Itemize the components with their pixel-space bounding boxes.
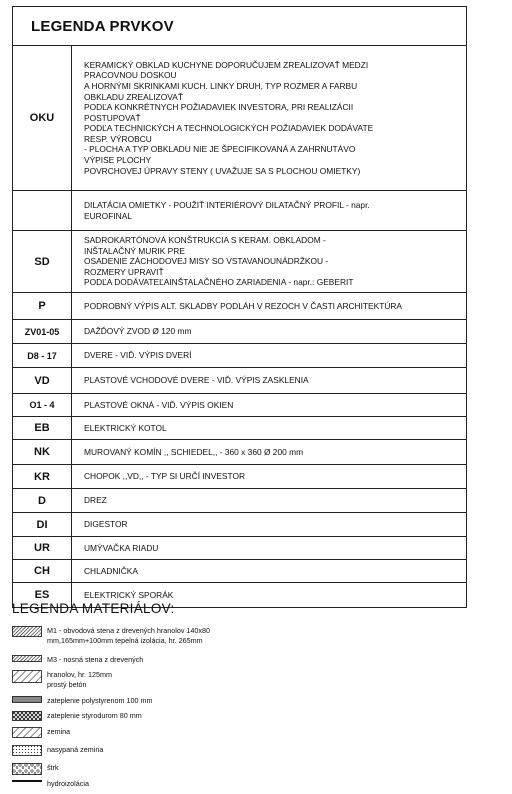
legend-code: EB <box>13 417 72 439</box>
legend-description <box>72 537 466 559</box>
legend-description-line: DILATÁCIA OMIETKY - POUŽIŤ INTERIÉROVÝ DILATAČNÝ PROFIL - napr. <box>84 199 370 210</box>
legend-code: SD <box>13 231 72 292</box>
legend-code: ZV01-05 <box>13 320 72 343</box>
legend-description <box>72 513 466 536</box>
legend-row <box>13 440 466 465</box>
legend-description-line: - PLOCHA A TYP OBKLADU NIE JE ŠPECIFIKOVANÁ A ZAHRNUTÁVO <box>84 144 356 155</box>
legend-description-line: VÝPISE PLOCHY <box>84 155 152 166</box>
legend-description-line: OBKLADU ZREALIZOVAŤ <box>84 91 183 102</box>
legend-code: D8 - 17 <box>13 344 72 367</box>
legend-description <box>72 489 466 512</box>
legend-description-line: POVRCHOVEJ ÚPRAVY STENY ( UVAŽUJE SA S PLOCHOU OMIETKY) <box>84 165 361 176</box>
legend-code: NK <box>13 440 72 464</box>
material-label-line: M3 - nosná stena z drevených <box>47 655 144 664</box>
legend-description <box>72 293 466 319</box>
legend-description-line: UMÝVAČKA RIADU <box>84 542 159 553</box>
legend-description-line: RESP. VÝROBCU <box>84 133 152 144</box>
legend-description-line: PODĽA DODÁVATEĽAINŠTALAČNÉHO ZARIADENIA - napr.: GEBERIT <box>84 277 354 288</box>
materials-title: LEGENDA MATERIÁLOV: <box>12 601 175 616</box>
fill-soil-swatch <box>12 745 42 757</box>
legend-table <box>12 6 467 608</box>
waterproofing-line-swatch <box>12 779 42 784</box>
legend-description-line: ELEKTRICKÝ KOTOL <box>84 422 167 433</box>
legend-description <box>72 344 466 367</box>
legend-code: ES <box>13 583 72 607</box>
material-label <box>47 626 210 646</box>
material-label-line: štrk <box>47 763 59 772</box>
legend-description-line: PODĽA TECHNICKÝCH A TECHNOLOGICKÝCH POŽIADAVIEK DODÁVATE <box>84 123 374 134</box>
legend-description-line: OSADENIE ZÁCHODOVEJ MISY SO VSTAVANOUNÁDRŽKOU - <box>84 256 329 267</box>
legend-description-line: SADROKARTÓNOVÁ KONŠTRUKCIA S KERAM. OBKLADOM - <box>84 235 326 246</box>
legend-code: OKU <box>13 46 72 190</box>
material-label-line: mm,165mm+100mm tepelná izolácia, hr. 265mm <box>47 636 203 645</box>
legend-description-line: PLASTOVÉ OKNÁ - VIĎ. VÝPIS OKIEN <box>84 399 234 410</box>
material-label <box>47 779 89 789</box>
legend-row <box>13 293 466 320</box>
material-label-line: zateplenie polystyrenom 100 mm <box>47 696 153 705</box>
legend-description-line: INŠTALAČNÝ MURIK PRE <box>84 245 185 256</box>
wood-hatch-thick-swatch <box>12 626 42 638</box>
material-label <box>47 696 152 706</box>
legend-description-line: PLASTOVÉ VCHODOVÉ DVERE - VIĎ. VÝPIS ZASKLENIA <box>84 375 309 386</box>
legend-title: LEGENDA PRVKOV <box>31 17 174 35</box>
legend-description <box>72 440 466 464</box>
legend-description-line: PODROBNÝ VÝPIS ALT. SKLADBY PODLÁH V REZOCH V ČASTI ARCHITEKTÚRA <box>84 300 403 311</box>
material-label-line: hydroizolácia <box>47 779 89 788</box>
legend-code: P <box>13 293 72 319</box>
legend-description <box>72 231 466 292</box>
legend-code: VD <box>13 368 72 393</box>
legend-rows <box>13 46 466 607</box>
material-label <box>47 745 103 755</box>
legend-row <box>13 560 466 583</box>
legend-row <box>13 513 466 537</box>
legend-description <box>72 368 466 393</box>
legend-code <box>13 191 72 230</box>
legend-code: DI <box>13 513 72 536</box>
legend-row <box>13 465 466 489</box>
legend-row <box>13 537 466 560</box>
legend-description-line: A HORNÝMI SKRINKAMI KUCH. LINKY DRUH, TYP ROZMER A FARBU <box>84 80 358 91</box>
material-label <box>47 711 142 721</box>
legend-description-line: DAŽĎOVÝ ZVOD Ø 120 mm <box>84 326 192 337</box>
legend-row <box>13 46 466 191</box>
legend-description <box>72 191 466 230</box>
legend-code: CH <box>13 560 72 582</box>
material-label-line: nasypaná zemina <box>47 745 104 754</box>
legend-title-row <box>13 7 466 46</box>
material-label <box>47 763 59 773</box>
legend-description <box>72 46 466 190</box>
material-label <box>47 655 143 665</box>
legend-row <box>13 320 466 344</box>
legend-description-line: EUROFINAL <box>84 210 132 221</box>
legend-row <box>13 394 466 417</box>
legend-code: UR <box>13 537 72 559</box>
legend-description-line: CHOPOK ,,VD,, - TYP SI URČÍ INVESTOR <box>84 471 246 482</box>
diagonal-light-swatch <box>12 670 42 684</box>
legend-description-line: ROZMERY UPRAVIŤ <box>84 266 164 277</box>
legend-description-line: CHLADNIČKA <box>84 565 138 576</box>
legend-description-line: DREZ <box>84 495 107 506</box>
soil-swatch <box>12 727 42 739</box>
legend-row <box>13 344 466 368</box>
legend-description-line: POSTUPOVAŤ <box>84 112 141 123</box>
material-label-line: prostý betón <box>47 680 87 689</box>
legend-description-line: PODĽA KONKRÉTNYCH POŽIADAVIEK INVESTORA, PRI REALIZÁCII <box>84 102 354 113</box>
legend-code: D <box>13 489 72 512</box>
legend-description-line: DIGESTOR <box>84 519 128 530</box>
legend-description <box>72 394 466 416</box>
gravel-swatch <box>12 763 42 776</box>
material-label-line: zateplenie styrodurom 80 mm <box>47 711 142 720</box>
legend-description-line: PRACOVNOU DOSKOU <box>84 70 177 81</box>
legend-description-line: KERAMICKÝ OBKLAD KUCHYNE DOPORUČUJEM ZREALIZOVAŤ MEDZI <box>84 59 369 70</box>
legend-row <box>13 191 466 231</box>
legend-description <box>72 560 466 582</box>
legend-code: KR <box>13 465 72 488</box>
wood-hatch-thin-swatch <box>12 655 42 663</box>
legend-row <box>13 231 466 293</box>
material-label-line: hranolov, hr. 125mm <box>47 670 112 679</box>
polystyrene-swatch <box>12 696 42 704</box>
legend-row <box>13 489 466 513</box>
legend-row <box>13 417 466 440</box>
legend-description <box>72 320 466 343</box>
material-label-line: M1 - obvodová stena z drevených hranolov 140x80 <box>47 626 211 635</box>
legend-description-line: DVERE - VIĎ. VÝPIS DVERÍ <box>84 350 192 361</box>
material-label-line: zemina <box>47 727 71 736</box>
legend-row <box>13 368 466 394</box>
styrodur-swatch <box>12 711 42 722</box>
legend-description-line: MUROVANÝ KOMÍN ,, SCHIEDEL,, - 360 x 360 Ø 200 mm <box>84 446 304 457</box>
material-label <box>47 727 70 737</box>
legend-code: O1 - 4 <box>13 394 72 416</box>
material-label <box>47 670 112 690</box>
legend-description <box>72 417 466 439</box>
legend-description <box>72 465 466 488</box>
legend-description-line: ELEKTRICKÝ SPORÁK <box>84 589 174 600</box>
